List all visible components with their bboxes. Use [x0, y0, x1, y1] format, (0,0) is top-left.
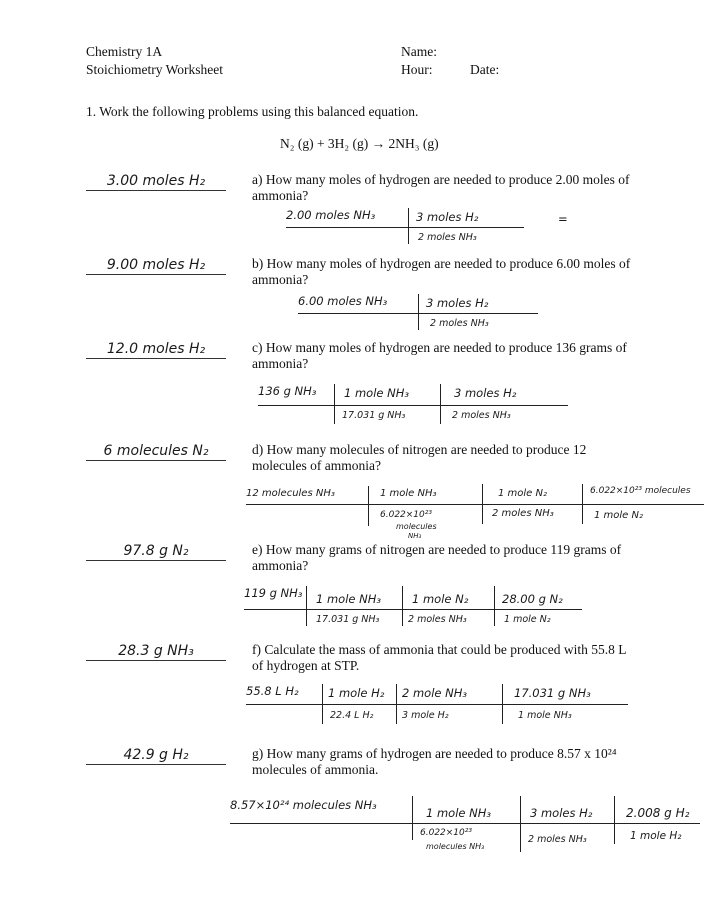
work-numerator: 119 g NH₃ [244, 586, 303, 600]
instruction: 1. Work the following problems using this balanced equation. [86, 104, 419, 119]
work-numerator: 1 mole H₂ [328, 686, 385, 700]
work-numerator: 1 mole N₂ [412, 592, 469, 606]
work-fraction-line [258, 405, 568, 406]
answer-line [86, 740, 226, 765]
work-numerator: 6.022×10²³ molecules [590, 486, 691, 496]
work-numerator: 17.031 g NH₃ [514, 686, 591, 700]
work-area [298, 294, 558, 334]
answer-text: 3.00 moles H₂ [106, 173, 206, 189]
work-fraction-line [286, 227, 524, 228]
work-denominator: 6.022×10²³ [420, 828, 472, 838]
question-text: e) How many grams of nitrogen are needed to produce 119 grams of ammonia? [252, 542, 622, 573]
work-divider [418, 294, 419, 330]
answer-text: 6 molecules N₂ [103, 443, 209, 459]
work-area [258, 384, 578, 428]
work-denominator: 22.4 L H₂ [330, 710, 374, 721]
worksheet-title: Stoichiometry Worksheet [86, 62, 224, 77]
question-text: a) How many moles of hydrogen are needed to produce 2.00 moles of ammonia? [252, 172, 630, 203]
work-denominator: 17.031 g NH₃ [342, 410, 406, 421]
work-denominator: 17.031 g NH₃ [316, 614, 380, 625]
work-fraction-line [244, 609, 582, 610]
answer-text: 97.8 g N₂ [123, 543, 189, 559]
answer-line [86, 250, 226, 275]
work-denominator: 3 mole H₂ [402, 710, 449, 721]
course-title: Chemistry 1A [86, 44, 163, 59]
work-numerator: 28.00 g N₂ [502, 592, 563, 606]
work-fraction-line [298, 313, 538, 314]
work-numerator: 8.57×10²⁴ molecules NH₃ [230, 798, 377, 812]
question-text: c) How many moles of hydrogen are needed to produce 136 grams of ammonia? [252, 340, 627, 371]
answer-line [86, 436, 226, 461]
work-denominator: 1 mole NH₃ [518, 710, 572, 721]
work-denominator: 2 moles NH₃ [418, 232, 477, 243]
question-text: d) How many molecules of nitrogen are needed to produce 12 molecules of ammonia? [252, 442, 587, 473]
work-denominator: 6.022×10²³ [380, 510, 432, 520]
work-divider [494, 586, 495, 626]
work-divider [402, 586, 403, 626]
answer-line [86, 636, 226, 661]
answer-line [86, 166, 226, 191]
work-denominator: 2 moles NH₃ [492, 508, 554, 519]
work-denominator: molecules [396, 522, 437, 531]
work-numerator: 1 mole NH₃ [316, 592, 381, 606]
work-divider [440, 384, 441, 424]
work-denominator: 2 moles NH₃ [430, 318, 489, 329]
work-numerator: 3 moles H₂ [530, 806, 593, 820]
work-divider [306, 586, 307, 626]
answer-text: 42.9 g H₂ [123, 747, 189, 763]
work-numerator: 2 mole NH₃ [402, 686, 467, 700]
work-numerator: 1 mole NH₃ [380, 488, 437, 499]
work-fraction-line [246, 704, 628, 705]
work-fraction-line [230, 823, 700, 824]
work-numerator: 12 molecules NH₃ [246, 488, 335, 499]
name-label: Name: [401, 44, 437, 59]
work-denominator: 1 mole N₂ [594, 510, 643, 521]
question-text: b) How many moles of hydrogen are needed to produce 6.00 moles of ammonia? [252, 256, 631, 287]
answer-text: 28.3 g NH₃ [118, 643, 194, 659]
work-equals: = [558, 212, 568, 226]
work-divider [368, 486, 369, 526]
work-numerator: 1 mole NH₃ [426, 806, 491, 820]
work-fraction-line [246, 504, 704, 505]
answer-line [86, 334, 226, 359]
work-area [230, 796, 710, 866]
work-divider [412, 796, 413, 840]
work-numerator: 2.008 g H₂ [626, 806, 690, 820]
work-denominator: 1 mole N₂ [504, 614, 551, 625]
work-numerator: 1 mole N₂ [498, 488, 547, 499]
balanced-equation: N₂ (g) + 3H₂ (g) → 2NH₃ (g) [280, 136, 439, 151]
work-numerator: 136 g NH₃ [258, 384, 317, 398]
work-denominator: 1 mole H₂ [630, 830, 682, 842]
work-divider [520, 796, 521, 852]
work-denominator: 2 moles NH₃ [452, 410, 511, 421]
work-area [244, 586, 604, 630]
answer-line [86, 536, 226, 561]
work-numerator: 3 moles H₂ [416, 210, 479, 224]
answer-text: 9.00 moles H₂ [106, 257, 206, 273]
work-divider [614, 796, 615, 844]
work-area [246, 684, 646, 728]
work-numerator: 55.8 L H₂ [246, 684, 299, 698]
work-numerator: 6.00 moles NH₃ [298, 294, 388, 308]
work-denominator: molecules NH₃ [426, 842, 485, 851]
work-area [246, 484, 710, 546]
date-label: Date: [470, 62, 500, 77]
work-numerator: 2.00 moles NH₃ [286, 208, 376, 222]
work-divider [408, 208, 409, 244]
question-text: g) How many grams of hydrogen are needed to produce 8.57 x 10²⁴ molecules of ammonia. [252, 746, 617, 777]
hour-label: Hour: [401, 62, 433, 77]
answer-text: 12.0 moles H₂ [106, 341, 206, 357]
work-denominator: 2 moles NH₃ [528, 834, 587, 845]
work-denominator: 2 moles NH₃ [408, 614, 467, 625]
work-area [286, 208, 606, 248]
work-numerator: 1 mole NH₃ [344, 386, 409, 400]
work-divider [334, 384, 335, 424]
question-text: f) Calculate the mass of ammonia that could be produced with 55.8 L of hydrogen at STP. [252, 642, 627, 673]
work-denominator: NH₃ [408, 532, 422, 540]
work-numerator: 3 moles H₂ [426, 296, 489, 310]
work-numerator: 3 moles H₂ [454, 386, 517, 400]
